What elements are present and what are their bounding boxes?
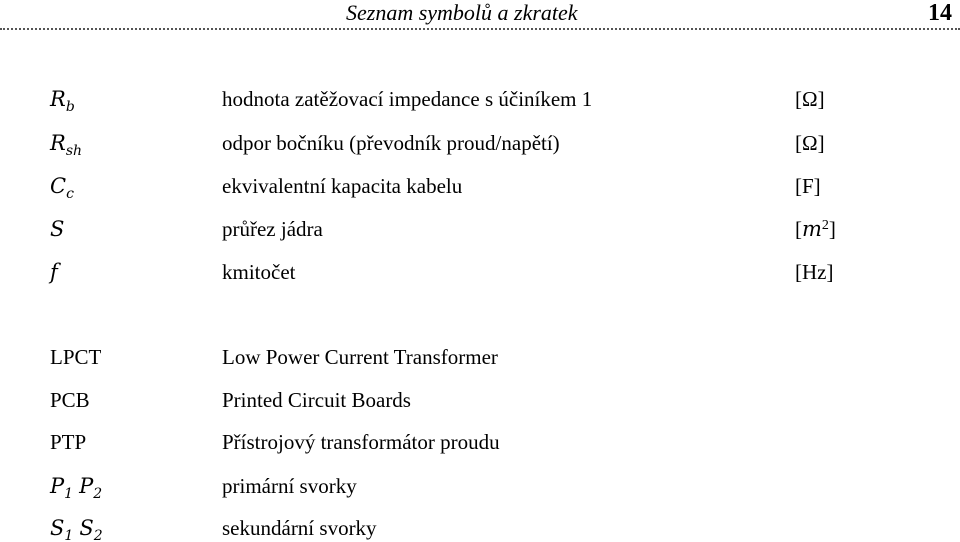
symbol: f [50, 260, 58, 284]
symbol-row [0, 128, 960, 158]
symbol-unit: $[m^2]$ [795, 217, 836, 241]
symbol: $C_c$ [50, 174, 74, 202]
symbol: $R_{sh}$ [50, 131, 83, 159]
symbol-description: ekvivalentní kapacita kabelu [222, 174, 463, 198]
abbreviation-row [0, 427, 960, 457]
abbreviation: PCB [50, 388, 90, 412]
abbreviation-description: Printed Circuit Boards [222, 388, 411, 412]
symbol-description: odpor bočníku (převodník proud/napětí) [222, 131, 560, 155]
abbreviation-description: Low Power Current Transformer [222, 345, 498, 369]
symbol-row [0, 171, 960, 201]
page-number: 14 [928, 0, 952, 26]
symbol-description: kmitočet [222, 260, 296, 284]
symbol: S [50, 217, 65, 241]
symbol-description: průřez jádra [222, 217, 323, 241]
abbreviation: $P_1$ $P_2$ [50, 474, 103, 502]
symbol-description: hodnota zatěžovací impedance s účiníkem 1 [222, 87, 593, 111]
page-header [0, 0, 960, 30]
abbreviation-row [0, 513, 960, 542]
symbol: $R_b$ [50, 87, 75, 115]
abbreviation: PTP [50, 430, 87, 454]
symbol-unit: [Hz] [795, 260, 834, 284]
symbol-row [0, 214, 960, 244]
header-divider [0, 28, 960, 30]
abbreviation: $S_1$ $S_2$ [50, 516, 103, 542]
abbreviation-row [0, 471, 960, 501]
symbol-unit: [Ω] [795, 131, 825, 155]
abbreviation-row [0, 385, 960, 415]
abbreviation-description: primární svorky [222, 474, 357, 498]
abbreviation-description: Přístrojový transformátor proudu [222, 430, 500, 454]
symbol-row [0, 257, 960, 287]
section-title: Seznam symbolů a zkratek [346, 0, 578, 25]
symbol-unit: [Ω] [795, 87, 825, 111]
symbol-unit: [F] [795, 174, 821, 198]
abbreviation: LPCT [50, 345, 102, 369]
abbreviation-row [0, 342, 960, 372]
abbreviation-description: sekundární svorky [222, 516, 377, 540]
symbol-row [0, 84, 960, 114]
